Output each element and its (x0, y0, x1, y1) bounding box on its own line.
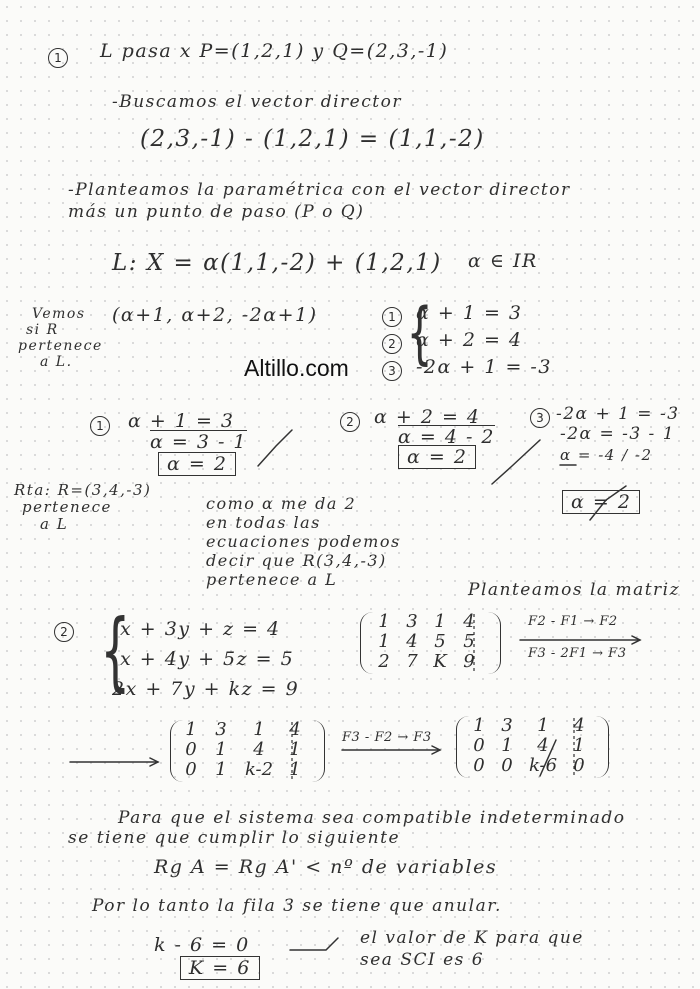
sci-condition-text: se tiene que cumplir lo siguiente (68, 828, 401, 848)
step-1-text: -Buscamos el vector director (112, 92, 402, 112)
matrix-cell: 5 (463, 631, 475, 652)
solution-3-line: α = -4 / -2 (560, 446, 653, 464)
matrix-cell: 4 (253, 739, 265, 760)
matrix-cell: 1 (185, 719, 197, 740)
k-result: K = 6 (180, 956, 260, 980)
matrix-cell: 1 (537, 715, 549, 736)
matrix-cell: 1 (289, 739, 301, 760)
side-note-line: Vemos (32, 306, 86, 322)
row-operation-2: F3 - 2F1 → F3 (528, 646, 627, 661)
matrix-cell: 1 (215, 759, 227, 780)
alpha-domain: α ∈ IR (468, 250, 538, 272)
answer-line: Rta: R=(3,4,-3) (14, 481, 152, 499)
exercise-2-number: 2 (54, 622, 74, 642)
solution-2-line: α = 4 - 2 (398, 426, 496, 448)
matrix-cell: 5 (434, 631, 446, 652)
matrix-cell: 3 (501, 715, 513, 736)
system-2-equation: x + 4y + 5z = 5 (120, 648, 295, 670)
eq-number: 3 (382, 361, 402, 381)
system-2-equation: x + 3y + z = 4 (120, 618, 281, 640)
row-operation-3: F3 - F2 → F3 (342, 730, 432, 745)
matrix-cell: 1 (573, 735, 585, 756)
exercise-1-title: L pasa x P=(1,2,1) y Q=(2,3,-1) (100, 40, 449, 62)
result-arrow (290, 938, 338, 950)
system-equation: α + 1 = 3 (416, 302, 523, 324)
matrix-cell: 4 (406, 631, 418, 652)
solution-3-line: -2α + 1 = -3 (556, 404, 680, 424)
eq-number: 2 (382, 334, 402, 354)
solution-2-line: α + 2 = 4 (374, 406, 481, 428)
system-brace: { (406, 294, 433, 373)
matrix-cell: 0 (185, 759, 197, 780)
check-mark (492, 440, 540, 484)
conclusion-line: como α me da 2 (206, 494, 357, 513)
matrix-cell: 1 (215, 739, 227, 760)
matrix-cell: 4 (537, 735, 549, 756)
solution-1-line: α = 3 - 1 (150, 431, 248, 453)
solution-1-line: α + 1 = 3 (128, 410, 235, 432)
cancel-row-text: Por lo tanto la fila 3 se tiene que anular. (92, 896, 502, 916)
matrix-cell: 4 (573, 715, 585, 736)
final-answer-line: sea SCI es 6 (360, 950, 485, 970)
step-2-text-1: -Planteamos la paramétrica con el vector director (68, 180, 571, 200)
conclusion-line: ecuaciones podemos (206, 532, 401, 551)
point-expression: (α+1, α+2, -2α+1) (112, 304, 318, 326)
matrix-cell: 1 (473, 715, 485, 736)
parametric-equation: L: X = α(1,1,-2) + (1,2,1) (112, 250, 442, 276)
matrix-cell: 0 (501, 755, 513, 776)
matrix-title: Planteamos la matriz (468, 580, 681, 600)
matrix-cell: 3 (215, 719, 227, 740)
step-2-text-2: más un punto de paso (P o Q) (68, 202, 365, 222)
matrix-cell: 9 (463, 651, 475, 672)
k-equation: k - 6 = 0 (154, 934, 250, 956)
side-note-line: a L. (40, 354, 73, 370)
eq-number: 1 (382, 307, 402, 327)
solution-1-number: 1 (90, 416, 110, 436)
matrix-cell: 1 (289, 759, 301, 780)
matrix-cell: 4 (463, 611, 475, 632)
matrix-cell: 4 (289, 719, 301, 740)
side-note-line: si R (26, 322, 59, 338)
solution-1-result: α = 2 (158, 452, 236, 476)
final-answer-line: el valor de K para que (360, 928, 584, 948)
matrix-cell: k-2 (244, 759, 274, 780)
matrix-cell: 1 (434, 611, 446, 632)
conclusion-line: decir que R(3,4,-3) (206, 551, 387, 570)
system-2-equation: 2x + 7y + kz = 9 (112, 678, 300, 700)
matrix-cell: 7 (406, 651, 418, 672)
vector-subtraction: (2,3,-1) - (1,2,1) = (1,1,-2) (140, 126, 485, 152)
matrix-cell: 1 (378, 631, 390, 652)
check-mark (540, 740, 556, 776)
side-note-line: pertenece (18, 338, 103, 354)
conclusion-line: en todas las (206, 513, 321, 532)
solution-3-number: 3 (530, 408, 550, 428)
rank-condition: Rg A = Rg A' < nº de variables (154, 856, 498, 878)
system-equation: α + 2 = 4 (416, 329, 523, 351)
system-2-brace: { (100, 601, 131, 701)
matrix-cell: k-6 (528, 755, 558, 776)
matrix-cell: 1 (378, 611, 390, 632)
solution-3-line: -2α = -3 - 1 (560, 424, 676, 444)
matrix-cell: 0 (573, 755, 585, 776)
matrix-cell: 0 (185, 739, 197, 760)
row-operation-1: F2 - F1 → F2 (528, 614, 618, 629)
sci-condition-text: Para que el sistema sea compatible indeterminado (118, 808, 626, 828)
matrix-cell: 0 (473, 755, 485, 776)
solution-2-result: α = 2 (398, 445, 476, 469)
solution-2-number: 2 (340, 412, 360, 432)
conclusion-line: pertenece a L (206, 570, 338, 589)
check-mark (590, 486, 626, 520)
matrix-cell: 0 (473, 735, 485, 756)
matrix-cell: K (433, 651, 447, 672)
watermark: Altillo.com (244, 355, 349, 381)
answer-line: pertenece (22, 498, 112, 516)
matrix-cell: 1 (253, 719, 265, 740)
matrix-cell: 2 (378, 651, 390, 672)
matrix-cell: 1 (501, 735, 513, 756)
solution-3-result: α = 2 (562, 490, 640, 514)
matrix-cell: 3 (406, 611, 418, 632)
exercise-1-number: 1 (48, 48, 68, 68)
check-mark (258, 430, 292, 466)
answer-line: a L (40, 515, 69, 533)
system-equation: -2α + 1 = -3 (416, 356, 552, 378)
